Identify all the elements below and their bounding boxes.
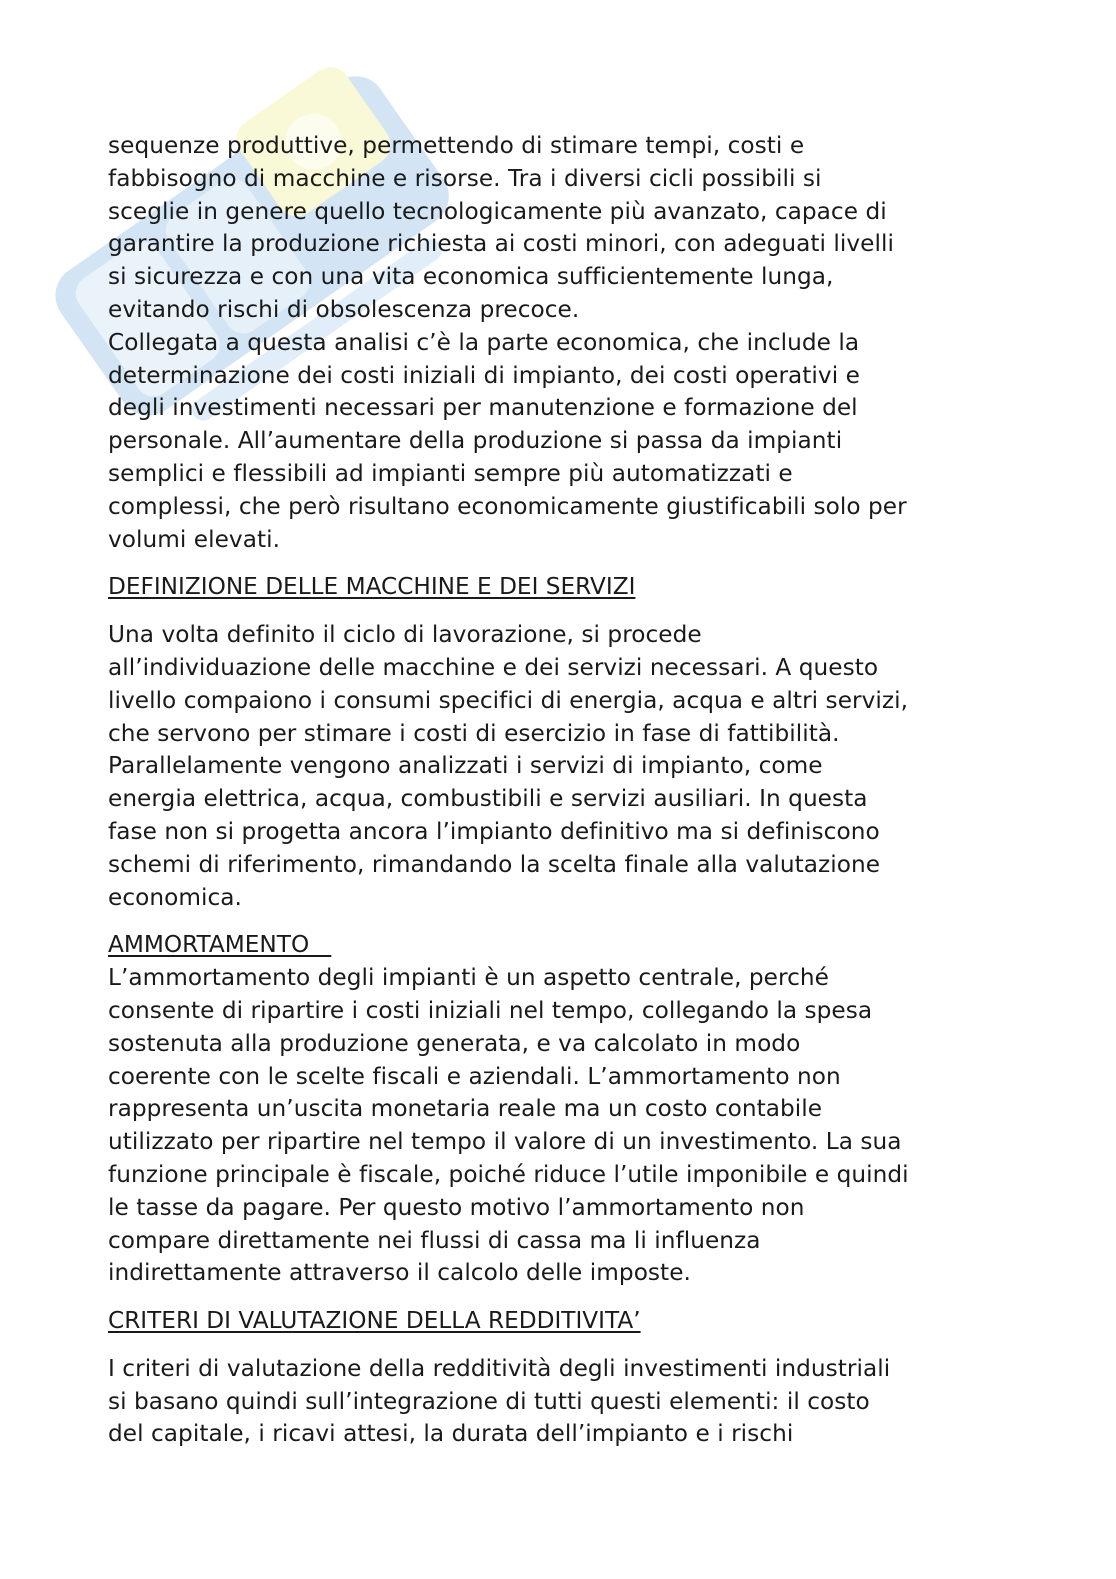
- text-line: I criteri di valutazione della redditività degli investimenti industriali: [108, 1354, 891, 1382]
- text-line: le tasse da pagare. Per questo motivo l’ammortamento non: [108, 1193, 805, 1221]
- text-line: compare direttamente nei flussi di cassa ma li influenza: [108, 1226, 761, 1254]
- text-line: energia elettrica, acqua, combustibili e servizi ausiliari. In questa: [108, 785, 868, 813]
- text-line: consente di ripartire i costi iniziali nel tempo, collegando la spesa: [108, 996, 873, 1024]
- text-line: del capitale, i ricavi attesi, la durata dell’impianto e i rischi: [108, 1420, 794, 1448]
- text-line: semplici e flessibili ad impianti sempre più automatizzati e: [108, 459, 793, 487]
- text-line: economica.: [108, 883, 242, 911]
- document-page: [108, 130, 1013, 1451]
- section-heading-ammortamento: AMMORTAMENTO: [108, 931, 332, 959]
- paragraph-ammortamento: [108, 962, 1013, 1290]
- text-line: fase non si progetta ancora l’impianto definitivo ma si definiscono: [108, 817, 880, 845]
- text-line: livello compaiono i consumi specifici di energia, acqua e altri servizi,: [108, 686, 908, 714]
- text-line: si basano quindi sull’integrazione di tutti questi elementi: il costo: [108, 1387, 870, 1415]
- text-line: si sicurezza e con una vita economica sufficientemente lunga,: [108, 263, 834, 291]
- text-line: volumi elevati.: [108, 525, 281, 553]
- paragraph-macchine: [108, 619, 1013, 914]
- text-line: all’individuazione delle macchine e dei servizi necessari. A questo: [108, 653, 879, 681]
- text-line: schemi di riferimento, rimandando la scelta finale alla valutazione: [108, 850, 881, 878]
- paragraph-ciclo: [108, 130, 1013, 556]
- text-line: rappresenta un’uscita monetaria reale ma un costo contabile: [108, 1095, 823, 1123]
- text-line: fabbisogno di macchine e risorse. Tra i diversi cicli possibili si: [108, 164, 822, 192]
- text-line: sceglie in genere quello tecnologicamente più avanzato, capace di: [108, 197, 887, 225]
- text-line: indirettamente attraverso il calcolo delle imposte.: [108, 1259, 691, 1287]
- text-line: funzione principale è fiscale, poiché riduce l’utile imponibile e quindi: [108, 1160, 909, 1188]
- section-heading-redditivita: CRITERI DI VALUTAZIONE DELLA REDDITIVITA’: [108, 1307, 641, 1335]
- section-heading-macchine: DEFINIZIONE DELLE MACCHINE E DEI SERVIZI: [108, 573, 636, 601]
- text-line: complessi, che però risultano economicamente giustificabili solo per: [108, 492, 907, 520]
- text-line: determinazione dei costi iniziali di impianto, dei costi operativi e: [108, 361, 860, 389]
- text-line: Una volta definito il ciclo di lavorazione, si procede: [108, 621, 702, 649]
- text-line: sostenuta alla produzione generata, e va calcolato in modo: [108, 1029, 801, 1057]
- text-line: che servono per stimare i costi di esercizio in fase di fattibilità.: [108, 719, 840, 747]
- text-line: Parallelamente vengono analizzati i servizi di impianto, come: [108, 752, 823, 780]
- text-line: utilizzato per ripartire nel tempo il valore di un investimento. La sua: [108, 1128, 902, 1156]
- text-line: evitando rischi di obsolescenza precoce.: [108, 295, 580, 323]
- text-line: sequenze produttive, permettendo di stimare tempi, costi e: [108, 132, 805, 159]
- text-line: L’ammortamento degli impianti è un aspetto centrale, perché: [108, 964, 829, 992]
- text-line: Collegata a questa analisi c’è la parte economica, che include la: [108, 328, 860, 356]
- paragraph-redditivita: [108, 1353, 1013, 1451]
- text-line: degli investimenti necessari per manutenzione e formazione del: [108, 394, 858, 422]
- text-line: garantire la produzione richiesta ai costi minori, con adeguati livelli: [108, 230, 894, 258]
- text-line: coerente con le scelte fiscali e aziendali. L’ammortamento non: [108, 1062, 841, 1090]
- text-line: personale. All’aumentare della produzione si passa da impianti: [108, 427, 843, 455]
